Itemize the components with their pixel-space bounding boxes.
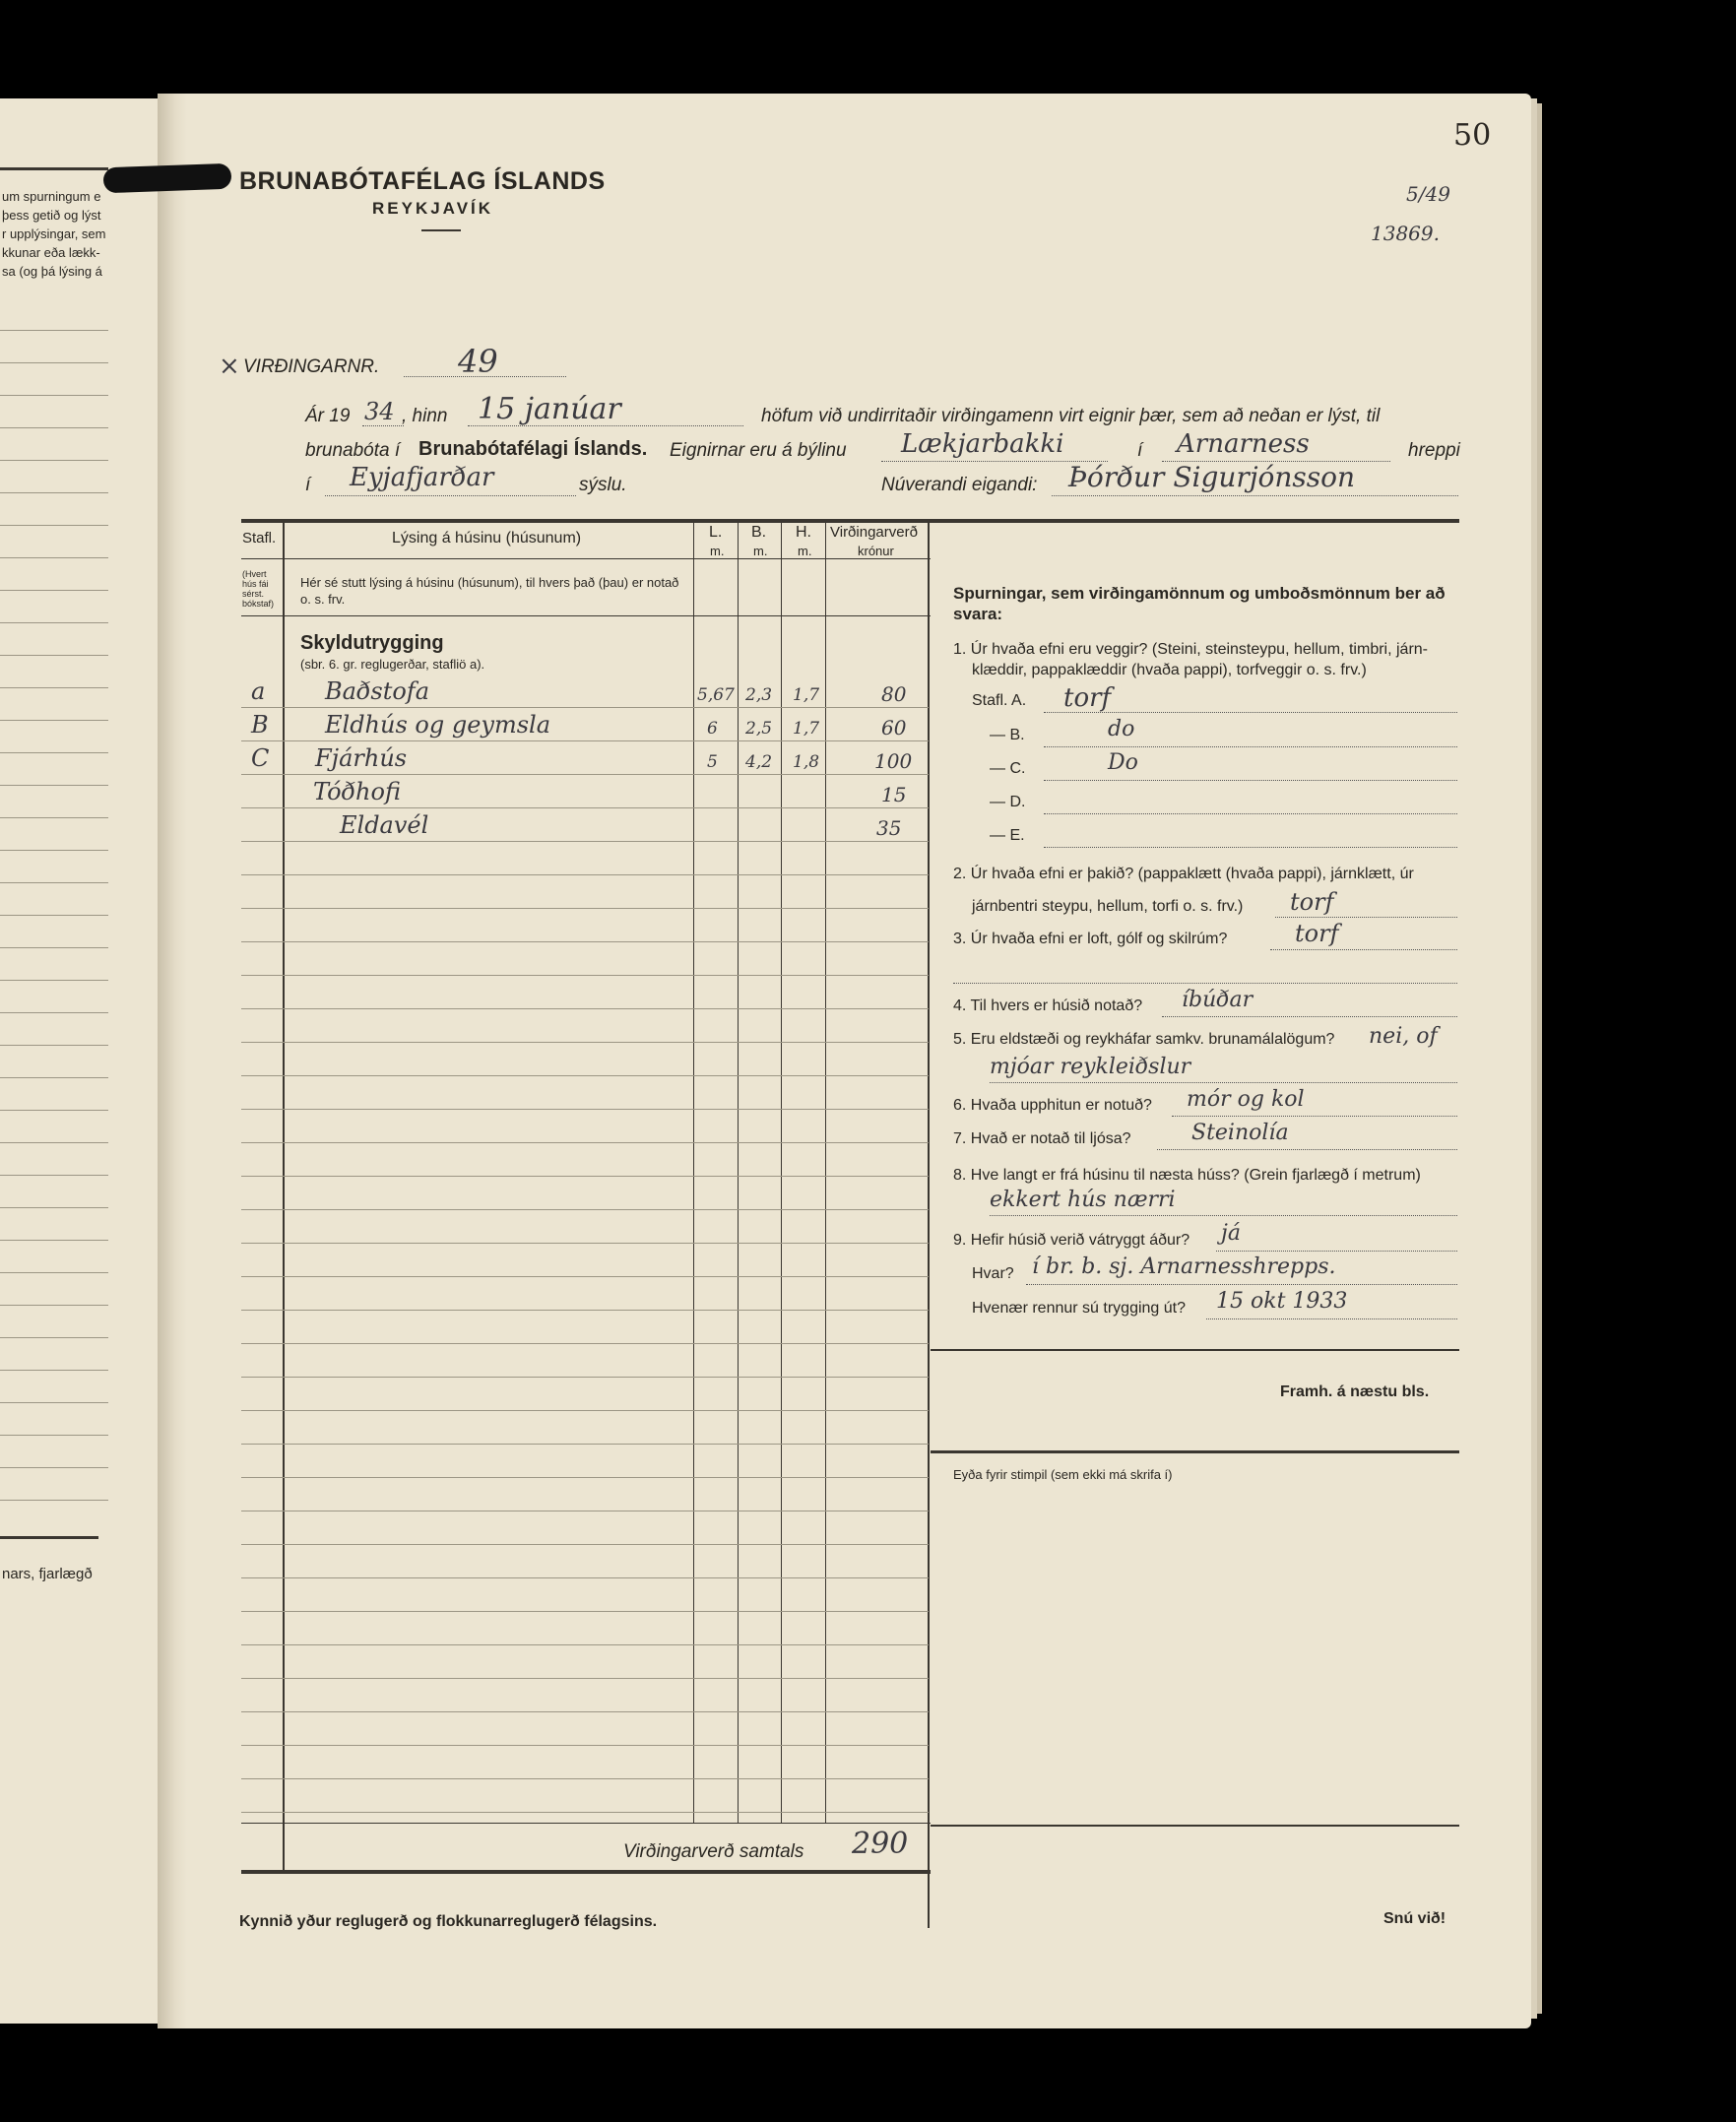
ruled-line	[0, 492, 108, 493]
question-5-answer-cont: mjóar reykleiðslur	[990, 1055, 1191, 1079]
hreppi-label: hreppi	[1408, 440, 1460, 461]
org-name: BRUNABÓTAFÉLAG ÍSLANDS	[239, 167, 606, 195]
book-gutter	[158, 94, 187, 2028]
stafl-c-answer: Do	[1108, 750, 1138, 775]
stafl-e-label: — E.	[990, 827, 1025, 844]
ruled-line	[241, 1678, 929, 1679]
hreppur-value: Arnarness	[1177, 429, 1310, 459]
questions-heading: Spurningar, sem virðingamönnum og umboðsmönnum ber að svara:	[953, 584, 1446, 623]
row-stafl: a	[251, 677, 266, 705]
turn-over-note: Snú við!	[1383, 1910, 1447, 1927]
ruled-line	[0, 1142, 108, 1143]
ruled-line	[0, 1272, 108, 1273]
ruled-line	[0, 590, 108, 591]
ruled-line	[241, 1745, 929, 1746]
sysla-value: Eyjafjarðar	[350, 463, 494, 492]
ruled-line	[0, 1175, 108, 1176]
row-height: 1,8	[793, 752, 820, 772]
ruled-line	[0, 622, 108, 623]
ruled-line	[0, 1435, 108, 1436]
col-header-stafl: Stafl.	[242, 530, 277, 547]
ruled-line	[0, 362, 108, 363]
stafl-b-answer: do	[1108, 717, 1135, 741]
syslu-label: sýslu.	[579, 475, 627, 495]
ruled-line	[0, 1467, 108, 1468]
ruled-line	[0, 752, 108, 753]
question-2-cont: járnbentri steypu, hellum, torfi o. s. frv.)	[972, 898, 1244, 915]
ruled-line	[241, 1711, 929, 1712]
question-7-answer: Steinolía	[1191, 1121, 1289, 1145]
brunabota-label: brunabóta í	[305, 440, 401, 461]
stamp-area-label: Eyða fyrir stimpil (sem ekki má skrifa í)	[953, 1467, 1173, 1482]
question-7: 7. Hvað er notað til ljósa?	[953, 1130, 1131, 1147]
row-breadth: 2,3	[745, 685, 773, 705]
stafl-b-label: — B.	[990, 727, 1025, 743]
ruled-line	[0, 1110, 108, 1111]
row-stafl: C	[251, 744, 270, 772]
ruled-line	[0, 655, 108, 656]
virdingarnr-label: VIRÐINGARNR.	[243, 356, 380, 377]
col-unit: m.	[798, 544, 812, 558]
question-6-answer: mór og kol	[1187, 1087, 1305, 1112]
question-1: 1. Úr hvaða efni eru veggir? (Steini, steinsteypu, hellum, timbri, járn-	[953, 641, 1428, 658]
row-description: Tóðhofi	[313, 778, 401, 805]
left-fragment: sa (og þá lýsing á	[2, 264, 102, 279]
col-header-H: H.	[796, 524, 811, 541]
question-4: 4. Til hvers er húsið notað?	[953, 997, 1143, 1014]
question-2-answer: torf	[1290, 888, 1334, 916]
hvenaer-label: Hvenær rennur sú trygging út?	[972, 1300, 1186, 1317]
ruled-line	[0, 1012, 108, 1013]
question-5-answer: nei, of	[1369, 1024, 1438, 1049]
col-unit: m.	[710, 544, 725, 558]
question-6: 6. Hvaða upphitun er notuð?	[953, 1097, 1152, 1114]
main-page	[172, 94, 1531, 2028]
row-description: Fjárhús	[315, 744, 408, 772]
org-city: REYKJAVÍK	[372, 199, 494, 218]
year-value: 34	[364, 398, 395, 425]
question-3: 3. Úr hvaða efni er loft, gólf og skilrúm?	[953, 931, 1228, 947]
ruled-line	[241, 1209, 929, 1210]
ruled-line	[241, 841, 929, 842]
stafl-d-label: — D.	[990, 794, 1026, 810]
i-label: í	[305, 475, 311, 495]
ruled-line	[241, 1644, 929, 1645]
total-label: Virðingarverð samtals	[623, 1841, 804, 1862]
ruled-line	[241, 1008, 929, 1009]
ruled-line	[241, 1377, 929, 1378]
ruled-line	[0, 557, 108, 558]
row-description: Baðstofa	[325, 677, 429, 705]
i-label: í	[1137, 440, 1143, 461]
ruled-line	[0, 980, 108, 981]
ruled-line	[0, 882, 108, 883]
ruled-line	[0, 1337, 108, 1338]
ruled-line	[241, 1477, 929, 1478]
stafl-a-label: Stafl. A.	[972, 692, 1027, 709]
col-header-lysing: Lýsing á húsinu (húsunum)	[392, 530, 582, 547]
question-8-answer: ekkert hús nærri	[990, 1188, 1176, 1212]
ruled-line	[241, 1410, 929, 1411]
company-name: Brunabótafélagi Íslands.	[418, 438, 648, 460]
ruled-line	[0, 330, 108, 331]
ruled-line	[0, 395, 108, 396]
ruled-line	[241, 1577, 929, 1578]
continued-note: Framh. á næstu bls.	[1280, 1383, 1430, 1400]
row-description: Eldhús og geymsla	[325, 711, 551, 739]
row-height: 1,7	[793, 719, 820, 739]
footer-note: Kynnið yður reglugerð og flokkunarreglugerð félagsins.	[239, 1913, 658, 1930]
row-value: 60	[881, 716, 907, 739]
row-length: 6	[707, 719, 718, 739]
row-stafl: B	[251, 711, 269, 739]
ruled-line	[0, 1402, 108, 1403]
col-unit: m.	[753, 544, 768, 558]
ruled-line	[241, 1276, 929, 1277]
row-value: 15	[881, 783, 907, 806]
ruled-line	[0, 915, 108, 916]
row-length: 5,67	[697, 685, 735, 705]
ruled-line	[241, 941, 929, 942]
stafl-note: (Hvert hús fái sérst. bókstaf)	[242, 569, 275, 609]
date-value: 15 janúar	[478, 392, 621, 426]
check-mark: ×	[219, 352, 240, 381]
ruled-line	[0, 525, 108, 526]
total-value: 290	[852, 1827, 909, 1861]
question-9-answer: já	[1221, 1221, 1241, 1246]
left-page	[0, 98, 172, 2024]
ruled-line	[0, 785, 108, 786]
reference-number: 5/49	[1406, 182, 1450, 206]
section-heading: Skyldutrygging	[300, 632, 444, 654]
left-fragment: kkunar eða lækk-	[2, 245, 100, 260]
ruled-line	[0, 1207, 108, 1208]
ruled-line	[0, 1240, 108, 1241]
ruled-line	[241, 740, 929, 741]
ruled-line	[241, 1075, 929, 1076]
question-1-cont: klæddir, pappaklæddir (hvaða pappi), torfveggir o. s. frv.)	[972, 662, 1367, 678]
valuation-number: 49	[458, 343, 498, 380]
ruled-line	[241, 1778, 929, 1779]
lysing-note: Hér sé stutt lýsing á húsinu (húsunum), til hvers það (þau) er notað o. s. frv.	[300, 575, 679, 607]
ruled-line	[0, 460, 108, 461]
row-length: 5	[707, 752, 718, 772]
ruled-line	[0, 687, 108, 688]
left-fragment: þess getið og lýst	[2, 208, 101, 223]
ruled-line	[241, 1343, 929, 1344]
left-fragment: nars, fjarlægð	[2, 1566, 93, 1582]
ruled-line	[241, 1176, 929, 1177]
ruled-line	[0, 1305, 108, 1306]
row-height: 1,7	[793, 685, 820, 705]
ruled-line	[241, 1042, 929, 1043]
ruled-line	[241, 1310, 929, 1311]
ruled-line	[241, 707, 929, 708]
owner-name: Þórður Sigurjónsson	[1068, 461, 1356, 493]
left-fragment: um spurningum e	[2, 189, 101, 204]
row-value: 80	[881, 682, 907, 706]
page-number: 50	[1453, 118, 1492, 153]
ruled-line	[0, 1077, 108, 1078]
row-breadth: 2,5	[745, 719, 773, 739]
ruled-line	[241, 1243, 929, 1244]
row-breadth: 4,2	[745, 752, 773, 772]
ruled-line	[241, 1109, 929, 1110]
ruled-line	[0, 1500, 108, 1501]
question-9: 9. Hefir húsið verið vátryggt áður?	[953, 1232, 1190, 1249]
ruled-line	[0, 720, 108, 721]
hvar-label: Hvar?	[972, 1265, 1014, 1282]
ruled-line	[241, 1611, 929, 1612]
section-subheading: (sbr. 6. gr. reglugerðar, stafliö a).	[300, 657, 485, 672]
owner-label: Núverandi eigandi:	[881, 475, 1038, 495]
ruled-line	[241, 807, 929, 808]
col-header-verd: Virðingarverð	[830, 524, 918, 541]
ruled-line	[241, 975, 929, 976]
hinn-label: , hinn	[402, 406, 448, 426]
col-header-kronur: krónur	[858, 544, 894, 558]
ruled-line	[241, 1142, 929, 1143]
ruled-line	[0, 427, 108, 428]
ruled-line	[0, 817, 108, 818]
reference-number: 13869.	[1371, 222, 1440, 245]
ruled-line	[0, 1045, 108, 1046]
year-label: Ár 19	[305, 406, 351, 426]
question-8: 8. Hve langt er frá húsinu til næsta húss? (Grein fjarlægð í metrum)	[953, 1167, 1421, 1184]
question-2: 2. Úr hvaða efni er þakið? (pappaklætt (hvaða pappi), járnklætt, úr	[953, 866, 1414, 882]
ruled-line	[0, 1370, 108, 1371]
stafl-a-answer: torf	[1063, 683, 1112, 713]
stafl-c-label: — C.	[990, 760, 1026, 777]
col-header-B: B.	[751, 524, 767, 541]
row-value: 100	[874, 749, 913, 773]
question-3-answer: torf	[1295, 920, 1339, 947]
row-description: Eldavél	[340, 811, 429, 839]
ruled-line	[241, 1544, 929, 1545]
question-5: 5. Eru eldstæði og reykháfar samkv. brunamálalögum?	[953, 1031, 1335, 1048]
farm-name: Lækjarbakki	[901, 429, 1064, 459]
ruled-line	[241, 774, 929, 775]
question-4-answer: íbúðar	[1182, 988, 1254, 1012]
ruled-line	[0, 850, 108, 851]
eignirnar-label: Eignirnar eru á býlinu	[670, 440, 847, 461]
binding-thread	[103, 163, 232, 194]
ruled-line	[0, 947, 108, 948]
ruled-line	[241, 1812, 929, 1813]
hvar-answer: í br. b. sj. Arnarnesshrepps.	[1032, 1254, 1336, 1279]
ruled-line	[241, 874, 929, 875]
row-value: 35	[876, 816, 902, 840]
intro-sentence: höfum við undirritaðir virðingamenn virt eignir þær, sem að neðan er lýst, til	[761, 406, 1381, 426]
hvenaer-answer: 15 okt 1933	[1216, 1289, 1348, 1314]
left-fragment: r upplýsingar, sem	[2, 226, 106, 241]
ruled-line	[241, 1444, 929, 1445]
col-header-L: L.	[709, 524, 723, 541]
ruled-line	[241, 908, 929, 909]
